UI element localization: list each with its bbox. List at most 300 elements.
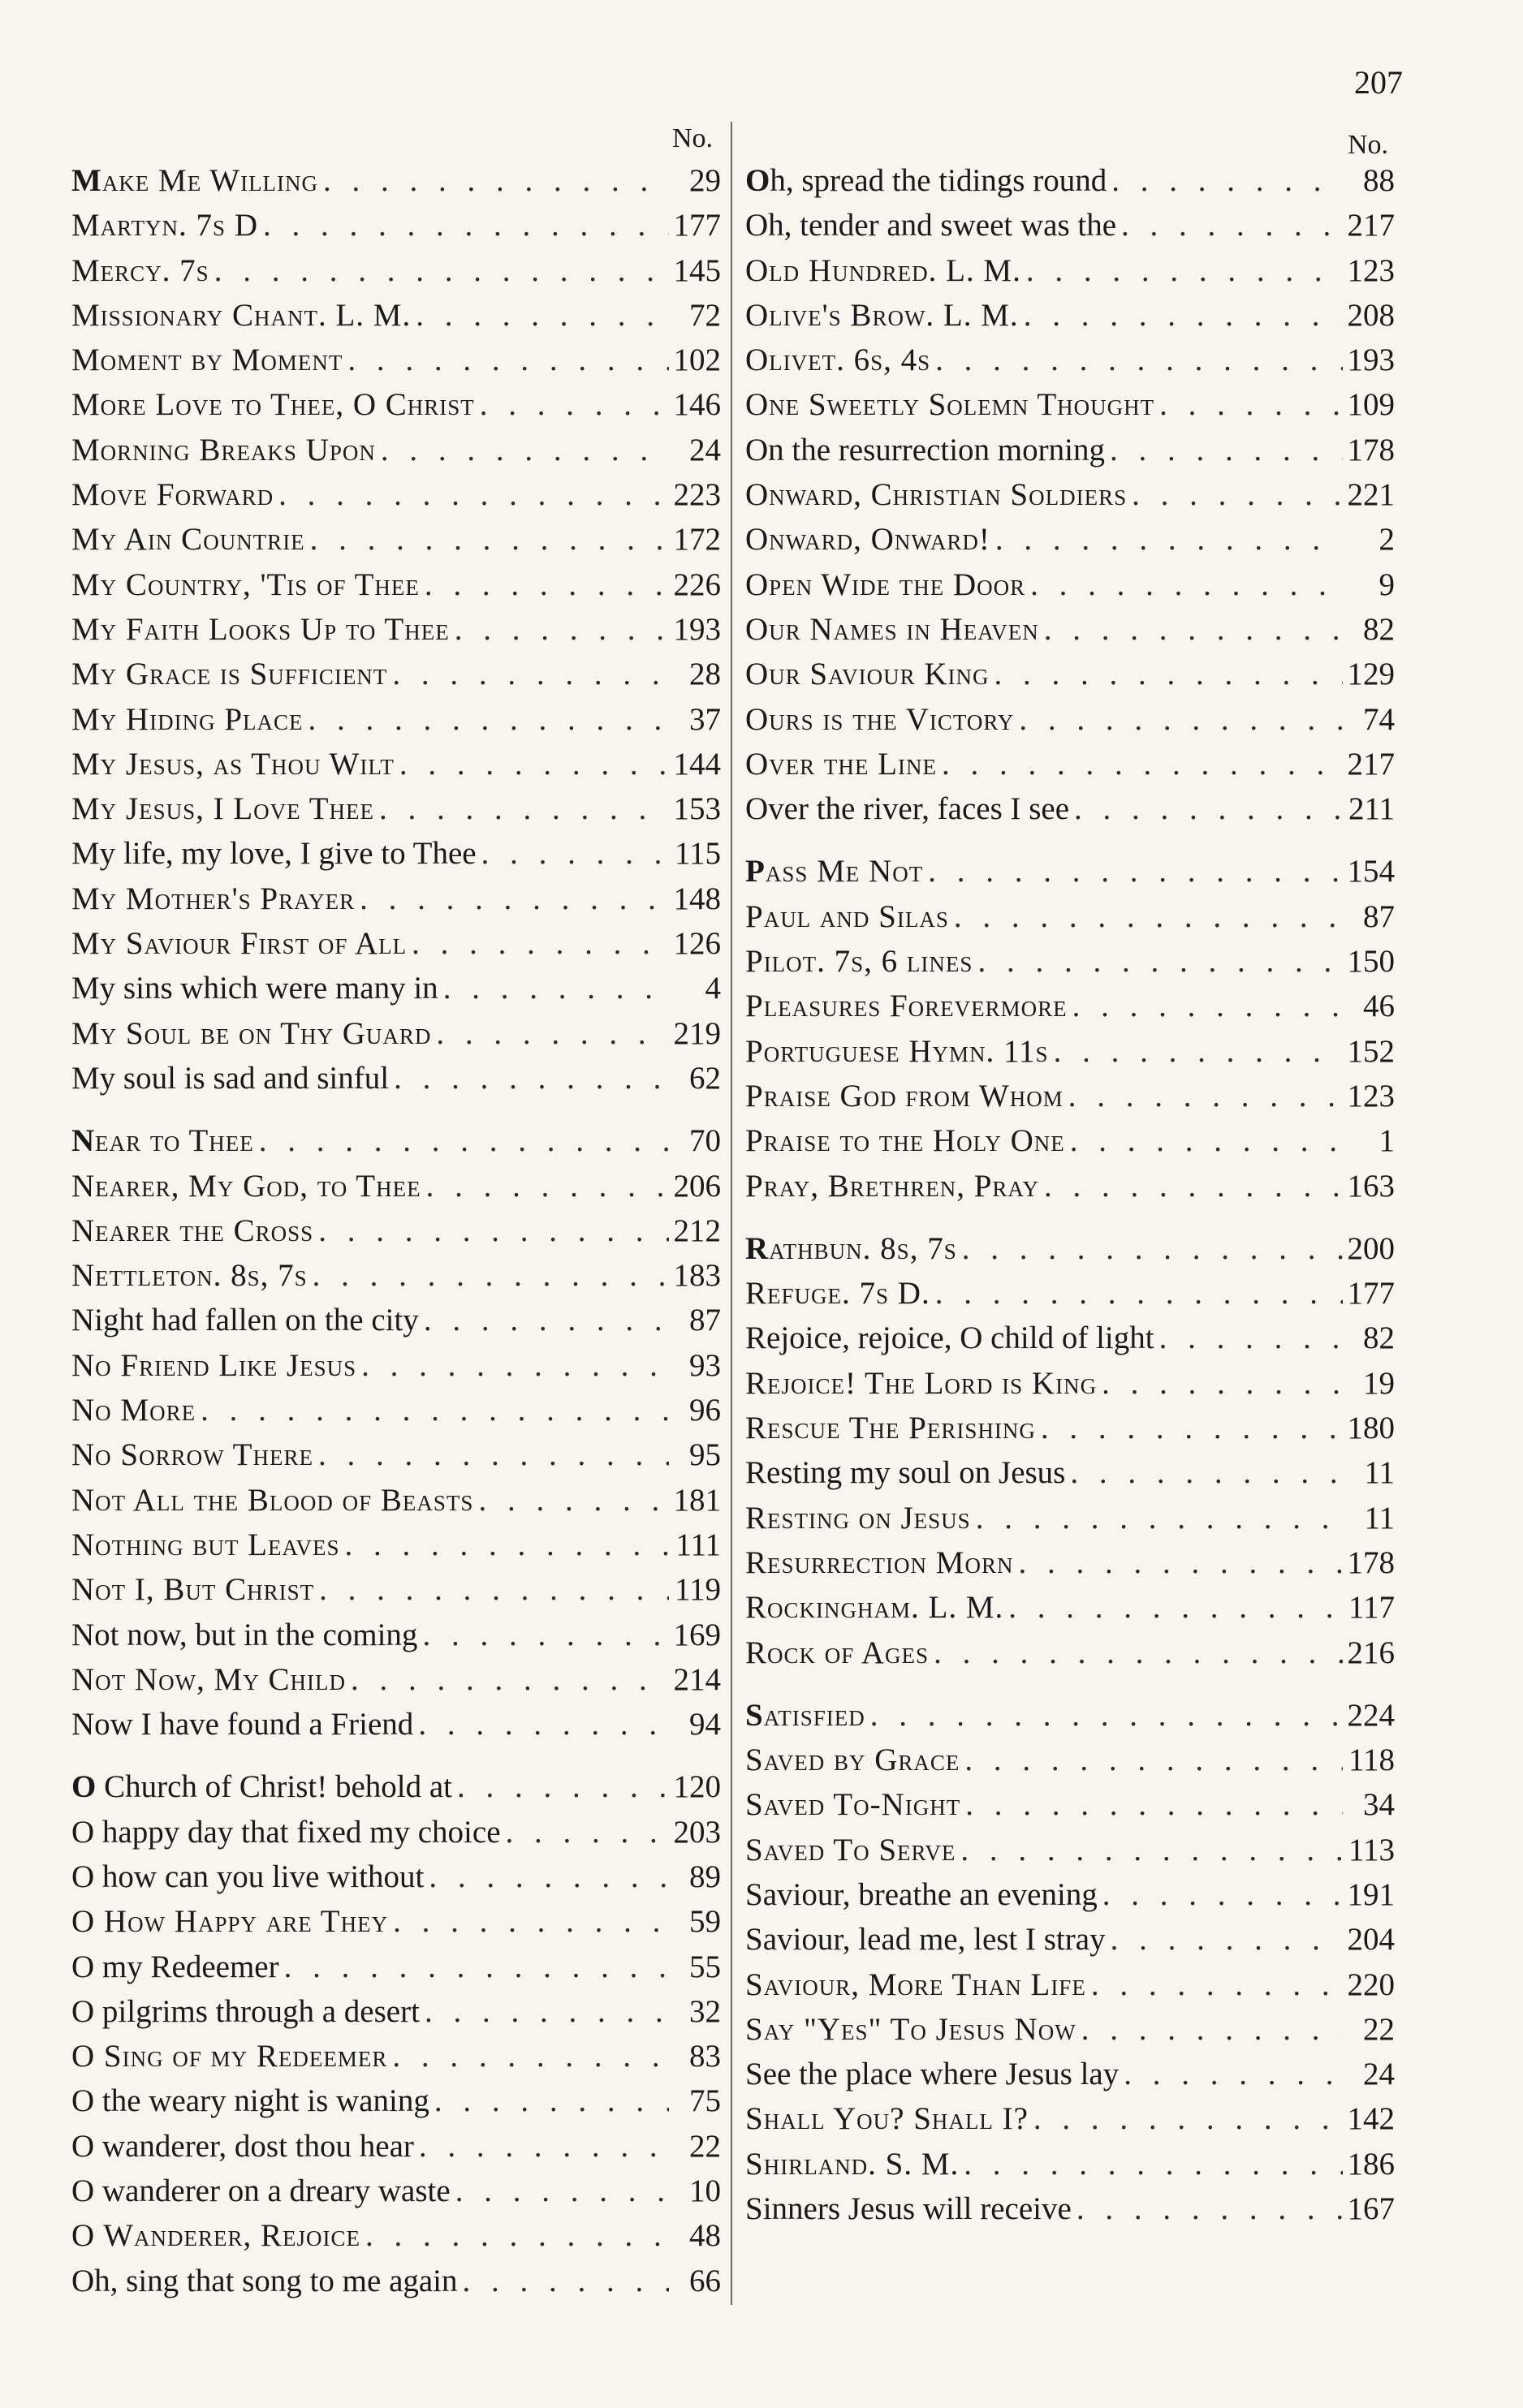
hymn-number: 87 — [689, 1303, 721, 1338]
hymn-number: 117 — [1348, 1590, 1395, 1626]
dot-leader — [923, 849, 1343, 894]
dot-leader — [417, 1613, 669, 1657]
hymn-title: Rejoice! The Lord is King — [745, 1365, 1098, 1401]
dot-leader — [930, 1271, 1343, 1316]
dot-leader — [937, 742, 1343, 786]
hymn-number: 123 — [1347, 252, 1395, 288]
index-entry — [745, 786, 1395, 831]
index-entry — [71, 1567, 721, 1612]
hymn-title: Not All the Blood of Beasts — [71, 1482, 474, 1518]
hymn-title: One Sweetly Solemn Thought — [745, 387, 1155, 423]
hymn-title: O my Redeemer — [71, 1949, 279, 1984]
dot-leader — [356, 1343, 669, 1388]
index-entry — [71, 786, 721, 831]
hymn-title: My Saviour First of All — [71, 926, 408, 962]
index-entry — [745, 2007, 1395, 2052]
index-entry — [71, 1253, 721, 1298]
hymn-number: 82 — [1363, 1320, 1395, 1356]
index-entry — [745, 1693, 1395, 1738]
hymn-number: 34 — [1363, 1787, 1395, 1823]
dot-leader — [196, 1388, 669, 1432]
hymn-title: Our Names in Heaven — [745, 611, 1039, 647]
hymn-title: Pass Me Not — [745, 854, 924, 890]
hymn-title: Pilot. 7s, 6 lines — [745, 944, 973, 980]
hymn-number: 191 — [1347, 1876, 1395, 1912]
hymn-number: 220 — [1347, 1966, 1395, 2002]
hymn-title: O How Happy are They — [71, 1904, 389, 1940]
hymn-number: 177 — [673, 208, 721, 243]
index-entry — [71, 1118, 721, 1163]
hymn-title: Say "Yes" To Jesus Now — [745, 2011, 1076, 2047]
hymn-number: 2 — [1378, 522, 1395, 558]
dot-leader — [313, 1208, 669, 1253]
index-entry — [745, 1271, 1395, 1316]
hymn-number: 88 — [1363, 163, 1395, 198]
index-entry — [71, 293, 721, 338]
hymn-number: 123 — [1347, 1078, 1395, 1114]
dot-leader — [407, 921, 669, 966]
dot-leader — [308, 1253, 669, 1298]
dot-leader — [960, 1738, 1343, 1782]
index-entry — [745, 158, 1395, 203]
hymn-title: My soul is sad and sinful — [71, 1060, 390, 1096]
hymn-title: Shirland. S. M. — [745, 2146, 960, 2182]
index-entry — [745, 1540, 1395, 1585]
index-entry — [71, 2078, 721, 2123]
dot-leader — [343, 338, 669, 382]
index-entry — [71, 517, 721, 562]
index-entry — [745, 652, 1395, 696]
index-entry — [745, 1630, 1395, 1675]
hymn-title: O the weary night is waning — [71, 2083, 429, 2119]
index-entry — [71, 877, 721, 921]
hymn-number: 163 — [1347, 1168, 1395, 1204]
hymn-title: Pleasures Forevermore — [745, 989, 1068, 1024]
dot-leader — [1086, 1962, 1343, 2007]
index-entry — [71, 203, 721, 248]
index-entry — [745, 293, 1395, 338]
index-entry — [71, 1899, 721, 1944]
hymn-title: Rathbun. 8s, 7s — [745, 1230, 957, 1266]
dot-leader — [1064, 1074, 1343, 1118]
index-entry — [745, 1782, 1395, 1827]
index-entry — [71, 697, 721, 742]
hymn-title: My Jesus, as Thou Wilt — [71, 746, 395, 782]
hymn-title: Nearer, My God, to Thee — [71, 1168, 421, 1204]
index-entry — [745, 2052, 1395, 2096]
hymn-number: 111 — [675, 1527, 721, 1562]
hymn-title: No More — [71, 1393, 196, 1428]
hymn-number: 11 — [1364, 1455, 1395, 1491]
dot-leader — [1039, 607, 1343, 652]
hymn-number: 180 — [1347, 1411, 1395, 1446]
hymn-number: 22 — [1363, 2011, 1395, 2047]
hymn-title: Saviour, More Than Life — [745, 1966, 1086, 2002]
index-entry — [71, 1208, 721, 1253]
dot-leader — [258, 203, 669, 248]
hymn-title: Resting on Jesus — [745, 1500, 971, 1536]
dot-leader — [414, 2124, 669, 2169]
index-entry — [71, 1343, 721, 1388]
index-entry — [71, 1989, 721, 2034]
hymn-title: O Wanderer, Rejoice — [71, 2218, 361, 2254]
right-column-header: No. — [1348, 130, 1389, 160]
dot-leader — [1097, 1361, 1343, 1406]
dot-leader — [431, 1011, 669, 1056]
index-entry — [71, 966, 721, 1010]
hymn-title: Rescue The Perishing — [745, 1411, 1036, 1446]
hymn-title: My Hiding Place — [71, 701, 304, 737]
index-entry — [71, 1945, 721, 1989]
dot-leader — [1019, 293, 1343, 338]
hymn-title: Oh, spread the tidings round — [745, 163, 1107, 198]
index-entry — [745, 1029, 1395, 1074]
hymn-title: Move Forward — [71, 477, 274, 513]
hymn-title: Saved To-Night — [745, 1787, 961, 1823]
index-entry — [745, 697, 1395, 742]
hymn-title: Morning Breaks Upon — [71, 432, 376, 467]
hymn-number: 126 — [673, 926, 721, 962]
dot-leader — [254, 1118, 669, 1163]
hymn-number: 181 — [673, 1482, 721, 1518]
hymn-number: 70 — [689, 1123, 721, 1159]
hymn-title: See the place where Jesus lay — [745, 2057, 1120, 2092]
dot-leader — [1098, 1872, 1343, 1917]
dot-leader — [452, 1764, 669, 1809]
index-entry — [745, 1226, 1395, 1271]
dot-leader — [395, 742, 669, 786]
hymn-title: My Grace is Sufficient — [71, 657, 388, 692]
dot-leader — [450, 607, 669, 652]
dot-leader — [387, 652, 669, 696]
dot-leader — [949, 894, 1343, 939]
dot-leader — [1154, 382, 1343, 427]
index-entry — [71, 921, 721, 966]
hymn-number: 89 — [689, 1859, 721, 1894]
hymn-number: 217 — [1347, 208, 1395, 243]
hymn-number: 102 — [673, 342, 721, 378]
dot-leader — [1105, 428, 1343, 472]
hymn-number: 72 — [689, 297, 721, 333]
hymn-number: 226 — [673, 566, 721, 602]
hymn-title: O pilgrims through a desert — [71, 1993, 420, 2029]
hymn-number: 120 — [673, 1769, 721, 1805]
dot-leader — [360, 2213, 669, 2258]
hymn-number: 177 — [1347, 1276, 1395, 1312]
dot-leader — [389, 1056, 669, 1101]
dot-leader — [956, 1828, 1343, 1872]
dot-leader — [959, 2142, 1343, 2186]
dot-leader — [411, 293, 669, 338]
hymn-number: 193 — [673, 611, 721, 647]
dot-leader — [1029, 2096, 1343, 2141]
index-entry — [71, 2259, 721, 2303]
hymn-title: My sins which were many in — [71, 971, 438, 1006]
hymn-number: 93 — [689, 1347, 721, 1383]
dot-leader — [1003, 1585, 1343, 1630]
index-entry — [745, 338, 1395, 382]
index-entry — [745, 607, 1395, 652]
dot-leader — [419, 1298, 669, 1342]
hymn-title: Nothing but Leaves — [71, 1527, 340, 1562]
index-entry — [745, 1361, 1395, 1406]
hymn-number: 203 — [673, 1814, 721, 1850]
index-letter-group — [745, 1226, 1395, 1675]
dot-leader — [438, 966, 669, 1010]
hymn-title: Night had fallen on the city — [71, 1303, 419, 1338]
index-entry — [71, 382, 721, 427]
dot-leader — [1068, 984, 1343, 1028]
dot-leader — [1013, 1540, 1343, 1585]
dot-leader — [339, 1523, 669, 1567]
hymn-number: 167 — [1347, 2191, 1395, 2227]
dot-leader — [1154, 1316, 1343, 1360]
index-entry — [71, 1432, 721, 1477]
hymn-number: 19 — [1363, 1365, 1395, 1401]
hymn-title: Nearer the Cross — [71, 1213, 314, 1248]
hymn-number: 66 — [689, 2263, 721, 2298]
index-entry — [745, 1962, 1395, 2007]
hymn-title: Open Wide the Door — [745, 566, 1026, 602]
hymn-title: Over the river, faces I see — [745, 791, 1070, 827]
index-entry — [71, 2169, 721, 2213]
hymn-title: My life, my love, I give to Thee — [71, 836, 477, 872]
hymn-number: 29 — [689, 163, 721, 198]
hymn-title: Ours is the Victory — [745, 701, 1015, 737]
index-entry — [745, 248, 1395, 293]
hymn-number: 169 — [673, 1617, 721, 1652]
index-entry — [745, 1496, 1395, 1540]
index-entry — [71, 1702, 721, 1747]
index-entry — [745, 203, 1395, 248]
index-entry — [71, 158, 721, 203]
index-letter-group — [745, 158, 1395, 831]
hymn-number: 75 — [689, 2083, 721, 2119]
index-entry — [71, 248, 721, 293]
hymn-title: More Love to Thee, O Christ — [71, 387, 475, 423]
hymn-number: 178 — [1347, 1544, 1395, 1580]
index-entry — [745, 894, 1395, 939]
hymn-title: Resting my soul on Jesus — [745, 1455, 1066, 1491]
dot-leader — [376, 428, 669, 472]
hymn-number: 172 — [673, 522, 721, 558]
dot-leader — [1127, 472, 1343, 517]
hymn-number: 204 — [1347, 1922, 1395, 1958]
hymn-number: 48 — [689, 2218, 721, 2254]
hymn-title: Resurrection Morn — [745, 1544, 1014, 1580]
index-entry — [71, 1657, 721, 1702]
dot-leader — [971, 1496, 1343, 1540]
hymn-title: O Church of Christ! behold at — [71, 1769, 453, 1805]
hymn-title: O wanderer on a dreary waste — [71, 2173, 451, 2209]
dot-leader — [274, 472, 669, 517]
hymn-number: 96 — [689, 1393, 721, 1428]
dot-leader — [424, 1854, 669, 1899]
hymn-number: 200 — [1347, 1230, 1395, 1266]
index-entry — [745, 1316, 1395, 1360]
hymn-number: 206 — [673, 1168, 721, 1204]
dot-leader — [477, 831, 669, 876]
dot-leader — [1065, 1450, 1343, 1495]
dot-leader — [1116, 203, 1343, 248]
dot-leader — [1076, 2007, 1343, 2052]
hymn-title: Praise to the Holy One — [745, 1123, 1065, 1159]
dot-leader — [930, 338, 1343, 382]
hymn-title: O Sing of my Redeemer — [71, 2039, 388, 2074]
index-entry — [71, 1854, 721, 1899]
hymn-number: 22 — [689, 2128, 721, 2164]
hymn-title: Satisfied — [745, 1697, 865, 1733]
hymn-number: 95 — [689, 1437, 721, 1473]
hymn-title: Oh, sing that song to me again — [71, 2263, 458, 2298]
hymn-title: Not Now, My Child — [71, 1661, 346, 1697]
hymn-number: 219 — [673, 1015, 721, 1051]
hymn-title: Praise God from Whom — [745, 1078, 1064, 1114]
hymn-number: 183 — [673, 1258, 721, 1294]
hymn-title: Moment by Moment — [71, 342, 343, 378]
dot-leader — [1025, 562, 1343, 607]
hymn-title: Olive's Brow. L. M. — [745, 297, 1019, 333]
hymn-title: O happy day that fixed my choice — [71, 1814, 501, 1850]
index-entry — [71, 428, 721, 472]
dot-leader — [387, 2034, 669, 2078]
index-entry — [745, 562, 1395, 607]
hymn-number: 212 — [673, 1213, 721, 1248]
index-entry — [745, 1872, 1395, 1917]
hymn-number: 4 — [705, 971, 721, 1006]
hymn-number: 129 — [1347, 657, 1395, 692]
hymn-number: 1 — [1378, 1123, 1395, 1159]
index-entry — [745, 2096, 1395, 2141]
hymn-title: Martyn. 7s D — [71, 208, 258, 243]
dot-leader — [318, 158, 669, 203]
dot-leader — [957, 1226, 1343, 1271]
dot-leader — [209, 248, 669, 293]
index-entry — [745, 1585, 1395, 1630]
dot-leader — [865, 1693, 1343, 1738]
hymn-number: 144 — [673, 746, 721, 782]
hymn-number: 152 — [1347, 1033, 1395, 1069]
index-entry — [745, 1828, 1395, 1872]
index-entry — [71, 2213, 721, 2258]
hymn-number: 115 — [674, 836, 721, 872]
hymn-number: 193 — [1347, 342, 1395, 378]
index-entry — [745, 1450, 1395, 1495]
dot-leader — [973, 939, 1343, 984]
index-entry — [71, 1011, 721, 1056]
hymn-number: 211 — [1348, 791, 1395, 827]
hymn-number: 145 — [673, 252, 721, 288]
dot-leader — [458, 2259, 669, 2303]
index-entry — [71, 1613, 721, 1657]
dot-leader — [990, 517, 1343, 562]
hymn-number: 94 — [689, 1707, 721, 1742]
hymn-title: Now I have found a Friend — [71, 1707, 414, 1742]
index-entry — [745, 939, 1395, 984]
dot-leader — [279, 1945, 669, 1989]
dot-leader — [501, 1810, 670, 1854]
hymn-number: 178 — [1347, 432, 1395, 467]
index-entry — [745, 382, 1395, 427]
index-entry — [71, 1810, 721, 1854]
hymn-title: Make Me Willing — [71, 163, 319, 198]
hymn-number: 24 — [689, 432, 721, 467]
hymn-number: 46 — [1363, 989, 1395, 1024]
dot-leader — [451, 2169, 669, 2213]
hymn-title: No Friend Like Jesus — [71, 1347, 357, 1383]
hymn-number: 224 — [1347, 1697, 1395, 1733]
hymn-number: 221 — [1347, 477, 1395, 513]
index-entry — [745, 472, 1395, 517]
hymn-number: 118 — [1348, 1742, 1395, 1778]
hymn-title: Olivet. 6s, 4s — [745, 342, 931, 378]
hymn-title: Rejoice, rejoice, O child of light — [745, 1320, 1154, 1356]
hymn-number: 24 — [1363, 2057, 1395, 2092]
index-letter-group — [745, 1693, 1395, 2232]
dot-leader — [346, 1657, 669, 1702]
hymn-title: Saviour, lead me, lest I stray — [745, 1922, 1106, 1958]
hymn-number: 9 — [1378, 566, 1395, 602]
index-entry — [71, 1164, 721, 1208]
index-entry — [71, 831, 721, 876]
hymn-title: Over the Line — [745, 746, 937, 782]
dot-leader — [1106, 1917, 1343, 1962]
hymn-title: Not I, But Christ — [71, 1572, 315, 1608]
hymn-number: 113 — [1348, 1832, 1395, 1867]
index-entry — [745, 984, 1395, 1028]
hymn-number: 217 — [1347, 746, 1395, 782]
hymn-title: Saviour, breathe an evening — [745, 1876, 1098, 1912]
hymn-title: My Mother's Prayer — [71, 881, 356, 916]
index-entry — [71, 338, 721, 382]
hymn-title: My Country, 'Tis of Thee — [71, 566, 420, 602]
hymn-number: 37 — [689, 701, 721, 737]
hymn-number: 216 — [1347, 1635, 1395, 1670]
hymn-title: On the resurrection morning — [745, 432, 1105, 467]
hymn-title: Our Saviour King — [745, 657, 990, 692]
right-index-column — [745, 158, 1395, 2249]
dot-leader — [990, 652, 1343, 696]
dot-leader — [1072, 2186, 1343, 2231]
hymn-title: Onward, Onward! — [745, 522, 990, 558]
dot-leader — [1036, 1406, 1343, 1450]
left-column-header: No. — [672, 123, 714, 153]
index-letter-group — [71, 158, 721, 1101]
hymn-title: Refuge. 7s D. — [745, 1276, 930, 1312]
index-entry — [71, 1478, 721, 1523]
dot-leader — [421, 1164, 669, 1208]
index-entry — [71, 472, 721, 517]
index-entry — [71, 1298, 721, 1342]
hymn-title: Sinners Jesus will receive — [745, 2191, 1072, 2227]
index-entry — [71, 1764, 721, 1809]
hymn-title: Missionary Chant. L. M. — [71, 297, 412, 333]
index-entry — [745, 2186, 1395, 2231]
dot-leader — [313, 1432, 669, 1477]
dot-leader — [304, 697, 669, 742]
dot-leader — [1065, 1118, 1343, 1163]
hymn-number: 87 — [1363, 898, 1395, 934]
hymn-number: 153 — [673, 791, 721, 827]
index-entry — [71, 2124, 721, 2169]
hymn-number: 74 — [1363, 701, 1395, 737]
index-entry — [745, 849, 1395, 894]
hymn-number: 148 — [673, 881, 721, 916]
index-entry — [71, 652, 721, 696]
left-index-column — [71, 158, 721, 2321]
index-entry — [71, 1056, 721, 1101]
hymn-title: Rock of Ages — [745, 1635, 930, 1670]
